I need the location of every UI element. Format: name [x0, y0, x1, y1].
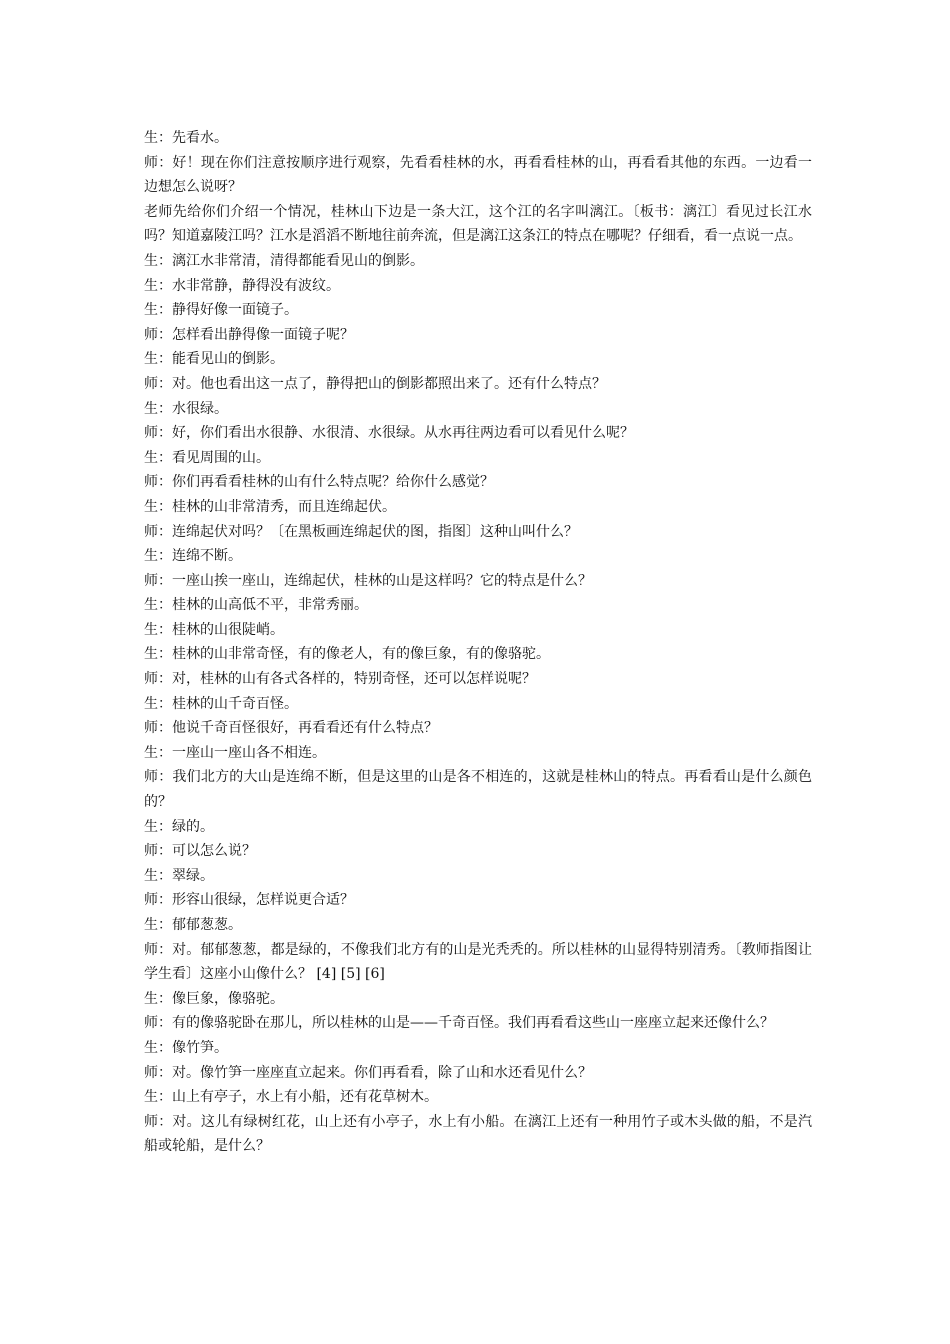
paragraph: 生：水非常静，静得没有波纹。 [144, 277, 340, 294]
paragraph: 生：桂林的山非常奇怪，有的像老人，有的像巨象，有的像骆驼。 [144, 646, 550, 663]
paragraph: 师：对。他也看出这一点了，静得把山的倒影都照出来了。还有什么特点？ [144, 375, 606, 392]
paragraph: 生：像竹笋。 [144, 1039, 228, 1056]
paragraph: 老师先给你们介绍一个情况，桂林山下边是一条大江，这个江的名字叫漓江。〔板书：漓江〕看见过长江水吗？知道嘉陵江吗？江水是滔滔不断地往前奔流，但是漓江这条江的特点在哪呢？仔细看，看一点说一点。 [144, 203, 812, 245]
paragraph: 师：形容山很绿，怎样说更合适？ [144, 892, 354, 909]
paragraph: 生：一座山一座山各不相连。 [144, 744, 326, 761]
paragraph: 师：好，你们看出水很静、水很清、水很绿。从水再往两边看可以看见什么呢？ [144, 425, 634, 442]
paragraph: 生：漓江水非常清，清得都能看见山的倒影。 [144, 252, 424, 269]
paragraph: 师：好！现在你们注意按顺序进行观察，先看看桂林的水，再看看桂林的山，再看看其他的东西。一边看一边想怎么说呀？ [144, 154, 812, 196]
paragraph: 师：有的像骆驼卧在那儿，所以桂林的山是——千奇百怪。我们再看看这些山一座座立起来还像什么？ [144, 1015, 774, 1032]
paragraph: 生：绿的。 [144, 818, 214, 835]
paragraph: 生：翠绿。 [144, 867, 214, 884]
paragraph: 师：对。这儿有绿树红花，山上还有小亭子，水上有小船。在漓江上还有一种用竹子或木头做的船，不是汽船或轮船，是什么？ [144, 1113, 812, 1155]
paragraph: 师：对。郁郁葱葱，都是绿的，不像我们北方有的山是光秃秃的。所以桂林的山显得特别清秀。〔教师指图让学生看〕这座小山像什么？ [4] [5] [6] [144, 941, 812, 983]
paragraph: 生：先看水。 [144, 130, 228, 146]
paragraph: 师：对，桂林的山有各式各样的，特别奇怪，还可以怎样说呢？ [144, 671, 536, 688]
document-body [144, 126, 812, 1159]
paragraph: 师：你们再看看桂林的山有什么特点呢？给你什么感觉？ [144, 474, 494, 491]
paragraph: 生：桂林的山非常清秀，而且连绵起伏。 [144, 498, 396, 515]
paragraph: 生：能看见山的倒影。 [144, 351, 284, 368]
paragraph: 师：怎样看出静得像一面镜子呢？ [144, 326, 354, 343]
paragraph: 生：山上有亭子，水上有小船，还有花草树木。 [144, 1089, 438, 1106]
paragraph: 生：看见周围的山。 [144, 449, 270, 466]
paragraph: 生：郁郁葱葱。 [144, 917, 242, 933]
paragraph: 师：我们北方的大山是连绵不断，但是这里的山是各不相连的，这就是桂林山的特点。再看看山是什么颜色的？ [144, 769, 812, 811]
paragraph: 生：像巨象，像骆驼。 [144, 990, 284, 1007]
paragraph: 生：连绵不断。 [144, 548, 242, 565]
paragraph: 师：连绵起伏对吗？〔在黑板画连绵起伏的图，指图〕这种山叫什么？ [144, 523, 578, 540]
paragraph: 生：桂林的山很陡峭。 [144, 621, 284, 638]
paragraph: 生：桂林的山高低不平，非常秀丽。 [144, 597, 368, 614]
paragraph: 师：可以怎么说？ [144, 843, 256, 860]
paragraph: 生：水很绿。 [144, 400, 228, 417]
paragraph: 师：他说千奇百怪很好，再看看还有什么特点？ [144, 720, 438, 737]
paragraph: 师：对。像竹笋一座座直立起来。你们再看看，除了山和水还看见什么？ [144, 1064, 592, 1081]
paragraph: 师：一座山挨一座山，连绵起伏，桂林的山是这样吗？它的特点是什么？ [144, 572, 592, 589]
paragraph: 生：静得好像一面镜子。 [144, 302, 298, 319]
paragraph: 生：桂林的山千奇百怪。 [144, 695, 298, 712]
